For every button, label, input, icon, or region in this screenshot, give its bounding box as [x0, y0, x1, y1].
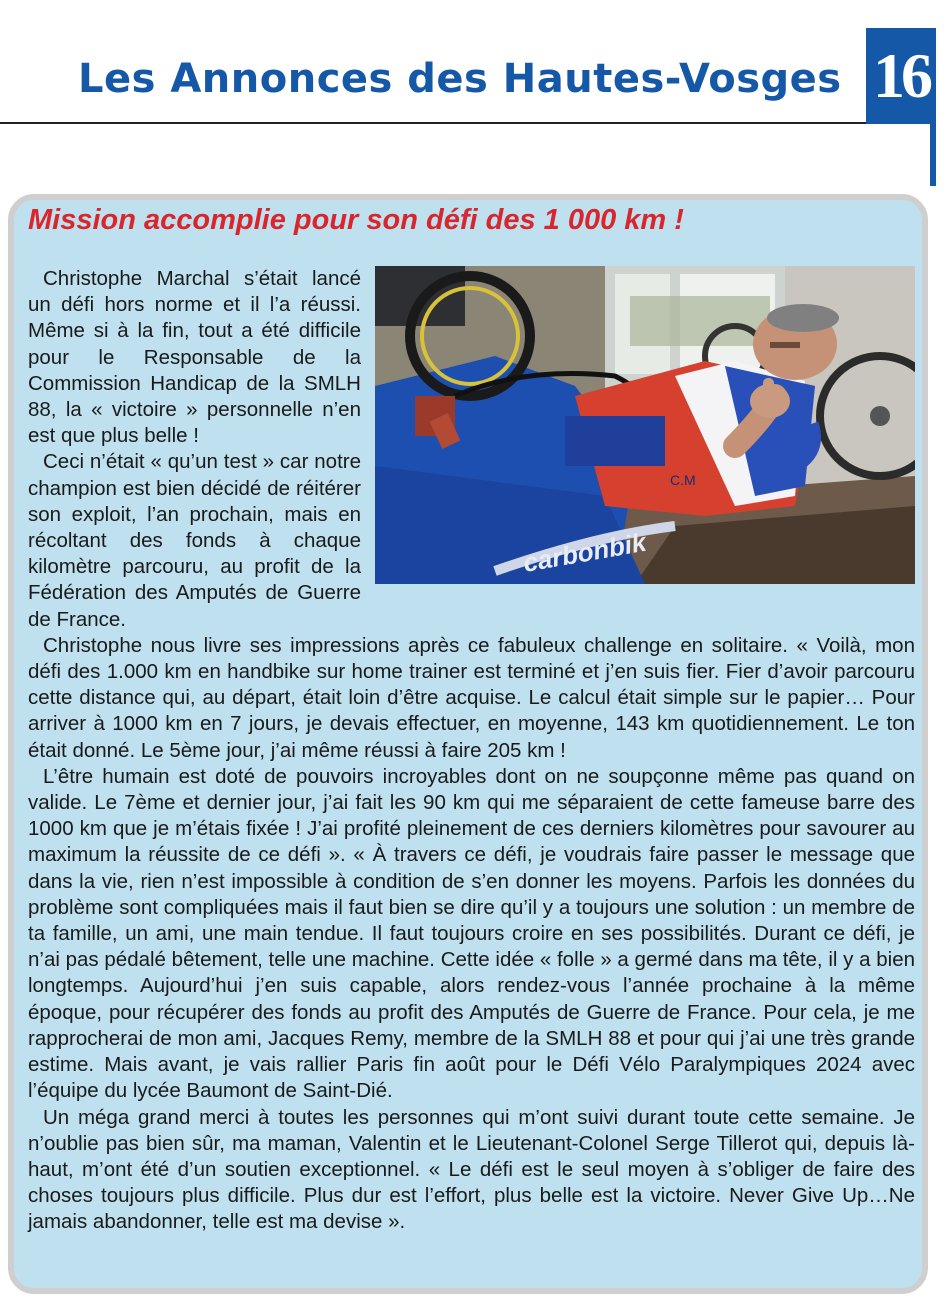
article-paragraph: L’être humain est doté de pouvoirs incroyables dont on ne soupçonne même pas quand on valide. Le 7ème et dernier jour, j’ai fait les 90 km qui me séparaient de cette fameuse barre des 1000 km que je m’étais fixée ! J’ai profité pleinement de ces derniers kilomètres pour savourer au maximum la réussite de ce défi ». « À travers ce défi, je voudrais faire passer le message que dans la vie, rien n’est impossible à condition de s’en donner les moyens. Parfois les données du problème sont compliquées mais il faut bien se dire qu’il y a toujours une solution : un membre de ta famille, un ami, une main tendue. Il faut toujours croire en ses possibilités. Durant ce défi, je n’ai pas pédalé bêtement, telle une machine. Cette idée « folle » a germé dans ma tête, il y a bien longtemps. Aujourd’hui j’en suis capable, alors rendez-vous l’année prochaine à la même époque, pour récupérer des fonds au profit des Amputés de Guerre de France. Pour cela, je me rapprocherai de mon ami, Jacques Remy, membre de la SMLH 88 et pour qui j’ai une très grande estime. Mais avant, je vais rallier Paris fin août pour le Défi Vélo Paralympiques 2024 avec l’équipe du lycée Baumont de Saint-Dié.: [28, 764, 915, 1103]
jersey-logo-text: C.M: [670, 472, 696, 488]
article-photo: [375, 266, 915, 584]
photo-handbike-athlete-icon: [375, 266, 915, 584]
page-number-accent-bar: [930, 124, 936, 186]
article-headline: Mission accomplie pour son défi des 1 000 km !: [28, 204, 684, 236]
article-paragraph: Christophe nous livre ses impressions après ce fabuleux challenge en solitaire. « Voilà, mon défi des 1.000 km en handbike sur home trainer est terminé et j’en suis fier. Fier d’avoir parcouru cette distance qui, au départ, était loin d’être acquise. Le calcul était simple sur le papier… Pour arriver à 1000 km en 7 jours, je devais effectuer, en moyenne, 143 km quotidiennement. Le ton était donné. Le 5ème jour, j’ai même réussi à faire 205 km !: [28, 633, 915, 762]
article-paragraph: Un méga grand merci à toutes les personnes qui m’ont suivi durant toute cette semaine. Je n’oublie pas bien sûr, ma maman, Valentin et le Lieutenant-Colonel Serge Tillerot qui, depuis là-haut, m’ont été d’un soutien exceptionnel. « Le défi est le seul moyen à s’obliger de faire des choses toujours plus difficile. Plus dur est l’effort, plus belle est la victoire. Never Give Up…Ne jamais abandonner, telle est ma devise ».: [28, 1105, 915, 1234]
publication-title: Les Annonces des Hautes-Vosges: [78, 56, 842, 102]
frame-logo-text: carbonbik: [520, 526, 649, 578]
article-paragraph: Christophe Marchal s’était lancé un défi hors norme et il l’a réussi. Même si à la fin, tout a été difficile pour le Responsable de la Commission Handicap de la SMLH 88, la « victoire » personnelle n’en est que plus belle !: [28, 267, 361, 448]
article-paragraph: Ceci n’était « qu’un test » car notre champion est bien décidé de réitérer son exploit, l’an prochain, mais en récoltant des fonds à chaque kilomètre parcouru, au profit de la Fédération des Amputés de Guerre de France.: [28, 450, 361, 631]
header-divider: [0, 122, 866, 124]
page-number: 16: [866, 28, 936, 124]
